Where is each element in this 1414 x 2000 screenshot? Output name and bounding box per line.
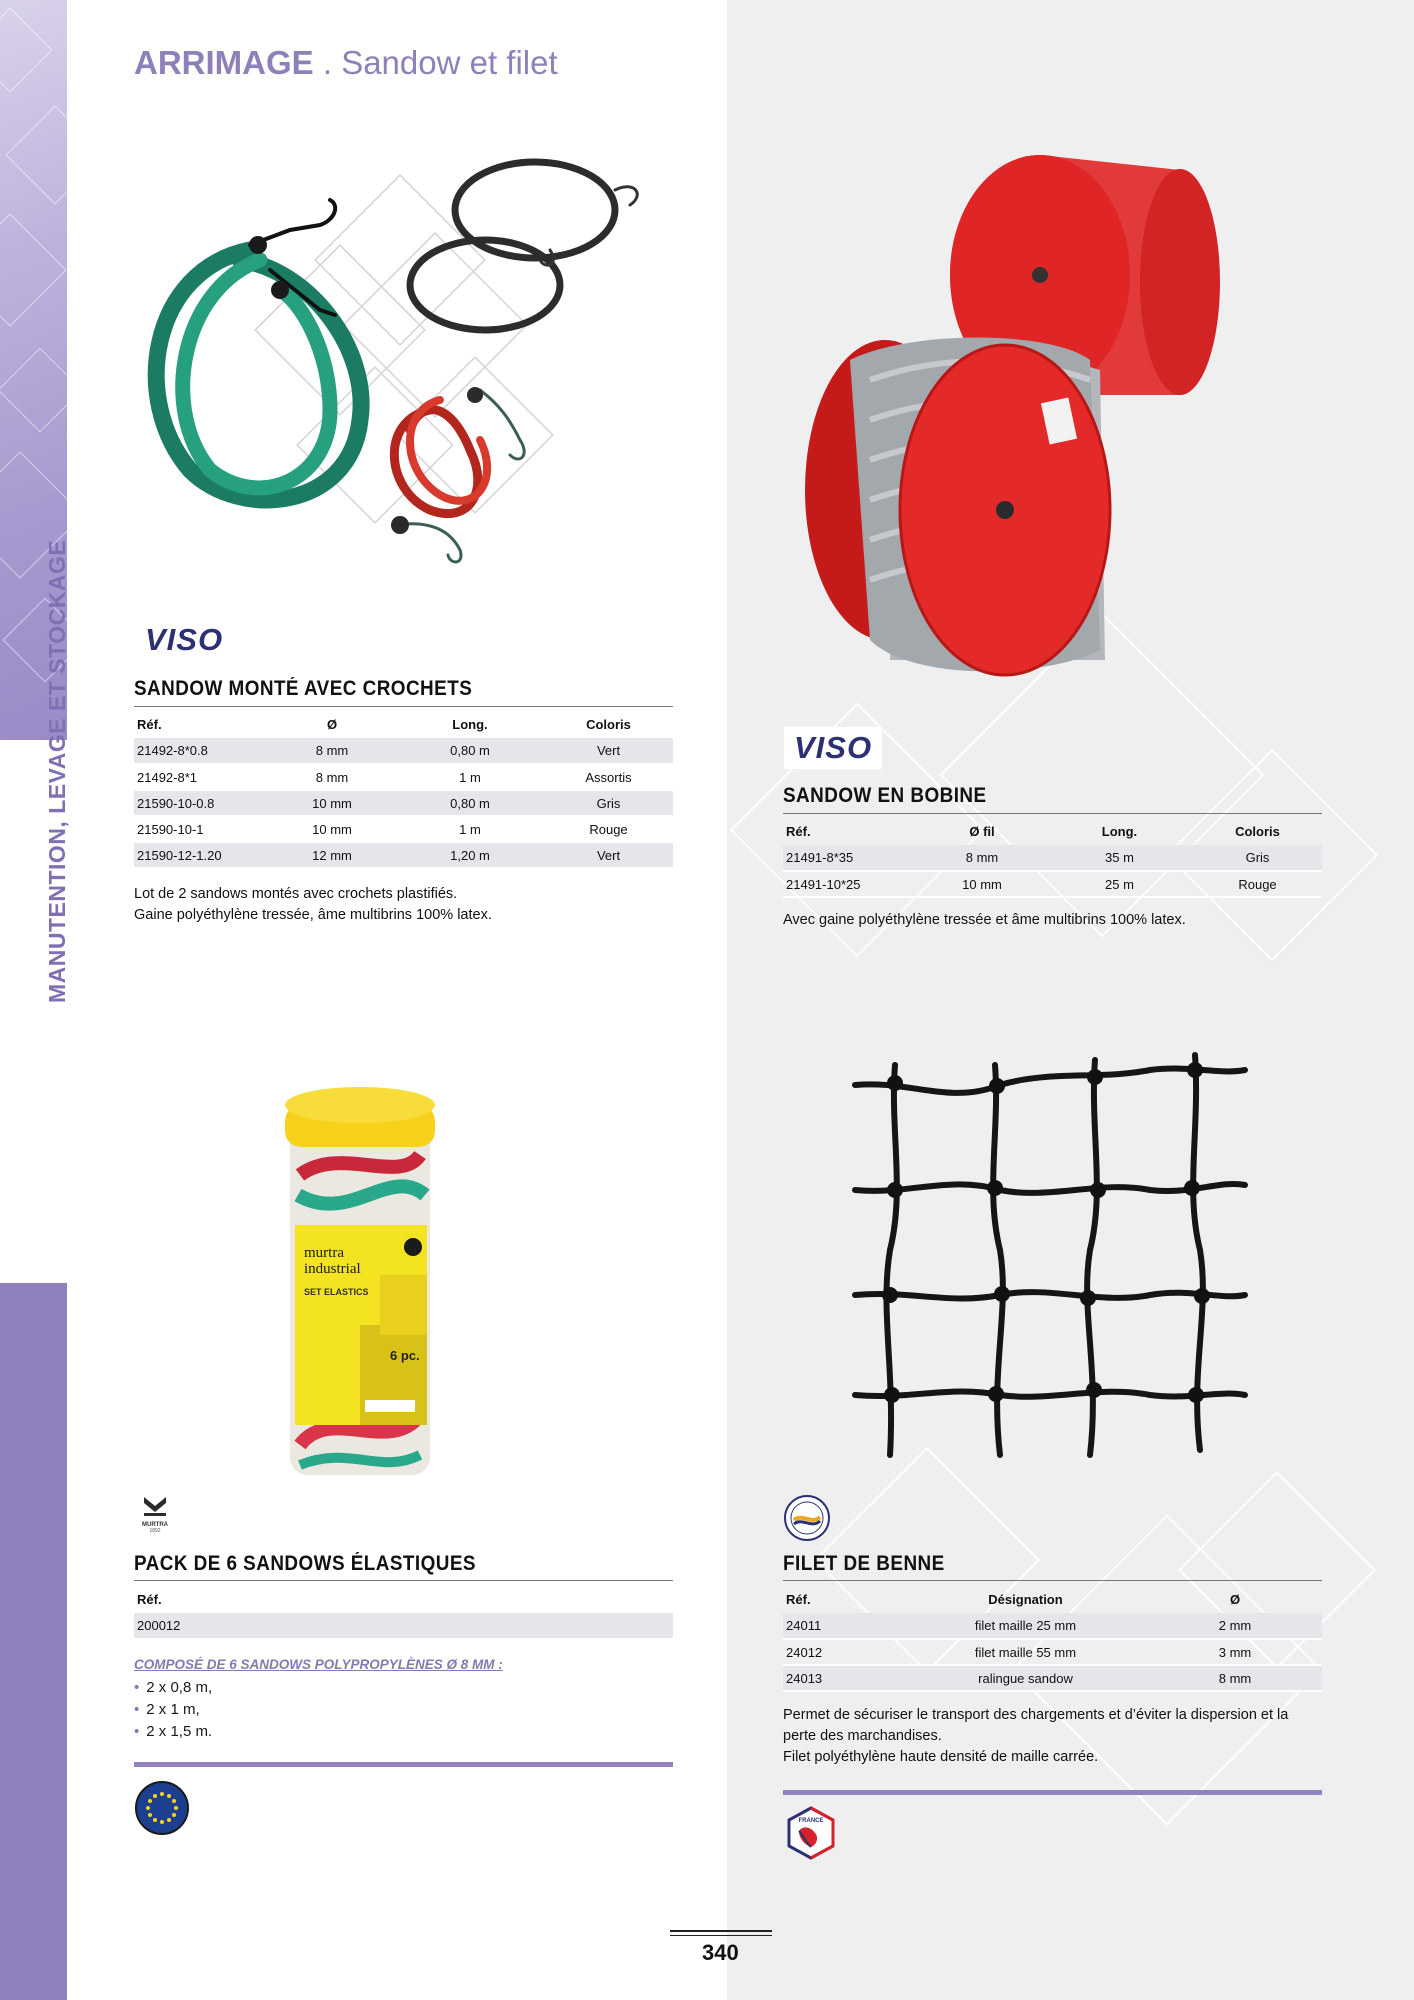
badge-text: FRANCE xyxy=(798,1818,824,1824)
table-header-cell: Ø xyxy=(326,716,338,732)
section-title-filet-benne: FILET DE BENNE xyxy=(783,1552,945,1575)
table-cell: Vert xyxy=(544,738,673,764)
section-divider xyxy=(134,1762,673,1767)
table-header-row xyxy=(783,817,1322,845)
table-cell: 10 mm xyxy=(268,816,396,842)
section-rule xyxy=(783,1580,1322,1581)
table-header-row xyxy=(134,710,673,738)
table-header-cell: Coloris xyxy=(1235,823,1280,839)
table-cell: 0,80 m xyxy=(396,738,544,764)
page-title-subcategory: Sandow et filet xyxy=(341,44,558,81)
spec-table-pack-sandows xyxy=(134,1585,673,1640)
table-row xyxy=(783,845,1322,871)
table-cell: 21590-10-0.8 xyxy=(134,790,268,816)
table-cell: 21492-8*1 xyxy=(134,764,268,790)
table-row xyxy=(134,738,673,764)
table-cell: 25 m xyxy=(1046,871,1193,897)
product-description xyxy=(783,910,1186,931)
spec-table-sandow-bobine xyxy=(783,817,1322,898)
page-number: 340 xyxy=(702,1940,739,1965)
table-cell: 24011 xyxy=(783,1613,903,1639)
page-title-separator: . xyxy=(313,44,342,81)
table-cell: 0,80 m xyxy=(396,790,544,816)
brand-logo-viso: VISO xyxy=(145,622,224,657)
description-line: Filet polyéthylène haute densité de maille carrée. xyxy=(783,1749,1099,1765)
murtra-logo-text: MURTRA xyxy=(142,1522,168,1528)
list-item: • 2 x 0,8 m, xyxy=(134,1677,212,1699)
table-cell: 8 mm xyxy=(268,738,396,764)
table-header-cell: Désignation xyxy=(988,1591,1063,1607)
murtra-logo-year: 1892 xyxy=(149,1528,161,1534)
description-line: perte des marchandises. xyxy=(783,1728,942,1744)
table-cell: Vert xyxy=(544,842,673,868)
product-description xyxy=(783,1705,1288,1768)
table-row xyxy=(134,842,673,868)
section-title-sandow-bobine: SANDOW EN BOBINE xyxy=(783,784,987,807)
table-cell: 21590-12-1.20 xyxy=(134,842,268,868)
table-header-cell: Long. xyxy=(1101,823,1138,839)
list-item: • 2 x 1,5 m. xyxy=(134,1721,212,1743)
table-header-row xyxy=(783,1585,1322,1613)
brand-logo-murtra xyxy=(137,1495,173,1534)
jar-label-text: 6 pc. xyxy=(390,1348,420,1363)
murtra-logo-icon xyxy=(142,1495,168,1517)
description-line: Gaine polyéthylène tressée, âme multibrins 100% latex. xyxy=(134,907,492,923)
sandow-jar-image xyxy=(270,1075,450,1495)
table-cell: 1 m xyxy=(396,764,544,790)
spec-table-filet-benne xyxy=(783,1585,1322,1692)
table-header-row xyxy=(134,1585,673,1613)
table-cell: 21491-10*25 xyxy=(783,871,918,897)
quality-seal-icon xyxy=(782,1493,832,1543)
list-item: • 2 x 1 m, xyxy=(134,1699,212,1721)
page-title xyxy=(134,44,558,82)
description-line: Avec gaine polyéthylène tressée et âme multibrins 100% latex. xyxy=(783,912,1186,928)
table-cell: 21492-8*0.8 xyxy=(134,738,268,764)
table-cell: 35 m xyxy=(1046,845,1193,871)
spec-table-sandow-monte xyxy=(134,710,673,869)
section-divider xyxy=(783,1790,1322,1795)
table-cell: 21590-10-1 xyxy=(134,816,268,842)
made-in-france-badge-icon xyxy=(785,1805,837,1861)
table-cell: filet maille 25 mm xyxy=(903,1613,1148,1639)
section-title-pack-sandows: PACK DE 6 SANDOWS ÉLASTIQUES xyxy=(134,1552,476,1575)
table-row xyxy=(783,871,1322,897)
table-cell: ralingue sandow xyxy=(903,1665,1148,1691)
section-rule xyxy=(134,706,673,707)
table-cell: 2 mm xyxy=(1148,1613,1322,1639)
table-row xyxy=(783,1665,1322,1691)
table-header-cell: Réf. xyxy=(786,823,811,839)
product-description xyxy=(134,884,492,926)
description-line: Lot de 2 sandows montés avec crochets plastifiés. xyxy=(134,886,458,902)
table-cell: 1,20 m xyxy=(396,842,544,868)
table-cell: 10 mm xyxy=(268,790,396,816)
cargo-net-image xyxy=(850,1050,1250,1460)
table-row xyxy=(134,790,673,816)
table-header-cell: Ø fil xyxy=(969,823,995,839)
eu-flag-badge-icon xyxy=(134,1780,190,1836)
sidebar-category-label: MANUTENTION, LEVAGE ET STOCKAGE xyxy=(44,539,70,1003)
table-cell: 3 mm xyxy=(1148,1639,1322,1665)
page-number-rule xyxy=(670,1930,772,1936)
table-cell: filet maille 55 mm xyxy=(903,1639,1148,1665)
composition-list xyxy=(134,1677,212,1743)
table-header-cell: Long. xyxy=(452,716,488,732)
composition-heading: COMPOSÉ DE 6 SANDOWS POLYPROPYLÈNES Ø 8 MM : xyxy=(134,1657,503,1672)
table-cell: 21491-8*35 xyxy=(783,845,918,871)
table-row xyxy=(134,816,673,842)
sidebar xyxy=(0,0,70,2000)
brand-logo-viso: VISO xyxy=(784,727,882,769)
jar-label-text: SET ELASTICS xyxy=(304,1287,369,1297)
table-cell: 1 m xyxy=(396,816,544,842)
section-rule xyxy=(783,813,1322,814)
table-header-cell: Ø xyxy=(1229,1591,1241,1607)
table-header-cell: Réf. xyxy=(137,1591,162,1607)
table-header-cell: Réf. xyxy=(137,716,162,732)
table-row xyxy=(783,1613,1322,1639)
table-cell: Rouge xyxy=(544,816,673,842)
sandow-reels-image xyxy=(790,140,1320,680)
table-cell: Assortis xyxy=(544,764,673,790)
description-line: Permet de sécuriser le transport des chargements et d’éviter la dispersion et la xyxy=(783,1707,1289,1723)
table-header-cell: Réf. xyxy=(786,1591,811,1607)
table-header-cell: Coloris xyxy=(586,716,631,732)
section-title-sandow-monte: SANDOW MONTÉ AVEC CROCHETS xyxy=(134,677,473,700)
table-row xyxy=(134,764,673,790)
table-cell: 200012 xyxy=(134,1613,673,1639)
page-title-category: ARRIMAGE xyxy=(134,44,314,81)
bungee-cords-image xyxy=(130,150,690,600)
table-cell: 8 mm xyxy=(918,845,1046,871)
table-cell: Gris xyxy=(1193,845,1322,871)
sidebar-bar xyxy=(0,1283,67,2000)
table-cell: Rouge xyxy=(1193,871,1322,897)
jar-brand-text: murtra xyxy=(304,1245,344,1261)
table-cell: 24012 xyxy=(783,1639,903,1665)
table-cell: 8 mm xyxy=(268,764,396,790)
jar-brand-text: industrial xyxy=(304,1261,361,1277)
table-cell: 10 mm xyxy=(918,871,1046,897)
table-cell: 12 mm xyxy=(268,842,396,868)
table-cell: Gris xyxy=(544,790,673,816)
table-cell: 24013 xyxy=(783,1665,903,1691)
table-cell: 8 mm xyxy=(1148,1665,1322,1691)
table-row xyxy=(134,1613,673,1639)
section-rule xyxy=(134,1580,673,1581)
table-row xyxy=(783,1639,1322,1665)
